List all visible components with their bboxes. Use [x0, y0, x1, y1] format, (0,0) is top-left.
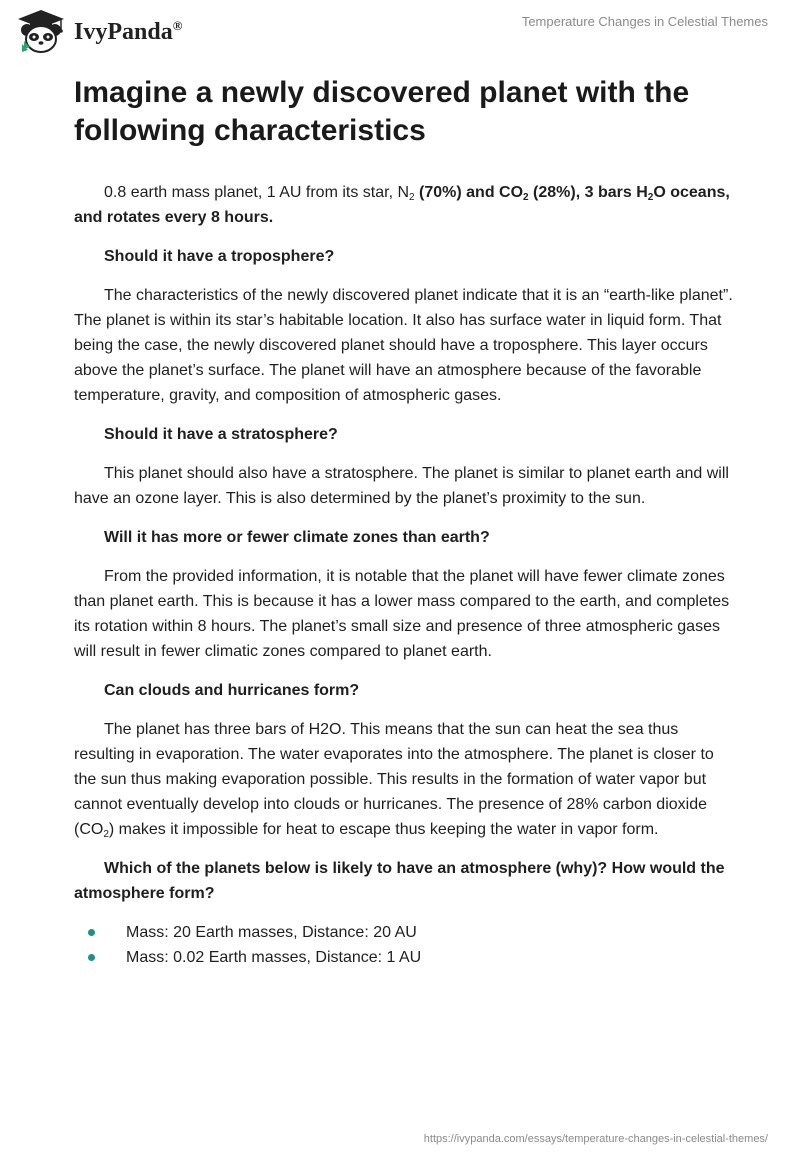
bullet-dot-icon — [88, 954, 95, 961]
question-atmosphere: Which of the planets below is likely to have an atmosphere (why)? How would the atmosphere form? — [74, 860, 725, 902]
question-troposphere: Should it have a troposphere? — [104, 248, 335, 265]
document-title: Temperature Changes in Celestial Themes — [521, 14, 768, 29]
brand-name: IvyPanda® — [74, 18, 183, 45]
list-item: Mass: 0.02 Earth masses, Distance: 1 AU — [74, 945, 734, 970]
article-title: Imagine a newly discovered planet with the following characteristics — [74, 76, 690, 147]
answer-troposphere: The characteristics of the newly discovered planet indicate that it is an “earth-like planet”. The planet is within its star’s habitable location. It also has surface water in liquid form. That being the case, the newly discovered planet should have a troposphere. This layer occurs above the planet’s surface. The planet will have an atmosphere because of the favorable temperature, gravity, and composition of atmospheric gases. — [74, 287, 733, 404]
list-item: Mass: 20 Earth masses, Distance: 20 AU — [74, 920, 734, 945]
planet-list — [74, 920, 734, 970]
intro-paragraph: 0.8 earth mass planet, 1 AU from its star, $N_2$ (70%) and $CO_2$ (28%), 3 bars $H_2O$ oceans, and rotates every 8 hours. — [74, 184, 730, 226]
source-url[interactable]: https://ivypanda.com/essays/temperature-changes-in-celestial-themes/ — [423, 1133, 768, 1145]
question-stratosphere: Should it have a stratosphere? — [104, 426, 338, 443]
answer-clouds-hurricanes: The planet has three bars of H2O. This means that the sun can heat the sea thus resulting in evaporation. The water evaporates into the atmosphere. The planet is closer to the sun thus making evaporation possible. This results in the formation of water vapor but cannot eventually develop into clouds or hurricanes. The presence of 28% carbon dioxide $(CO_2)$ makes it impossible for heat to escape thus keeping the water in vapor form. — [74, 721, 714, 840]
bullet-dot-icon — [88, 929, 95, 936]
page-header — [0, 0, 800, 64]
brand-logo[interactable] — [14, 8, 182, 54]
question-clouds-hurricanes: Can clouds and hurricanes form? — [104, 682, 360, 699]
panda-graduate-icon — [14, 8, 68, 54]
article-body — [74, 74, 734, 970]
question-climate-zones: Will it has more or fewer climate zones than earth? — [104, 529, 490, 546]
answer-climate-zones: From the provided information, it is notable that the planet will have fewer climate zones than planet earth. This is because it has a lower mass compared to the earth, and completes its rotation within 8 hours. The planet’s small size and presence of three atmospheric gases will result in fewer climatic zones compared to planet earth. — [74, 568, 730, 660]
answer-stratosphere: This planet should also have a stratosphere. The planet is similar to planet earth and will have an ozone layer. This is also determined by the planet’s proximity to the sun. — [74, 465, 729, 507]
